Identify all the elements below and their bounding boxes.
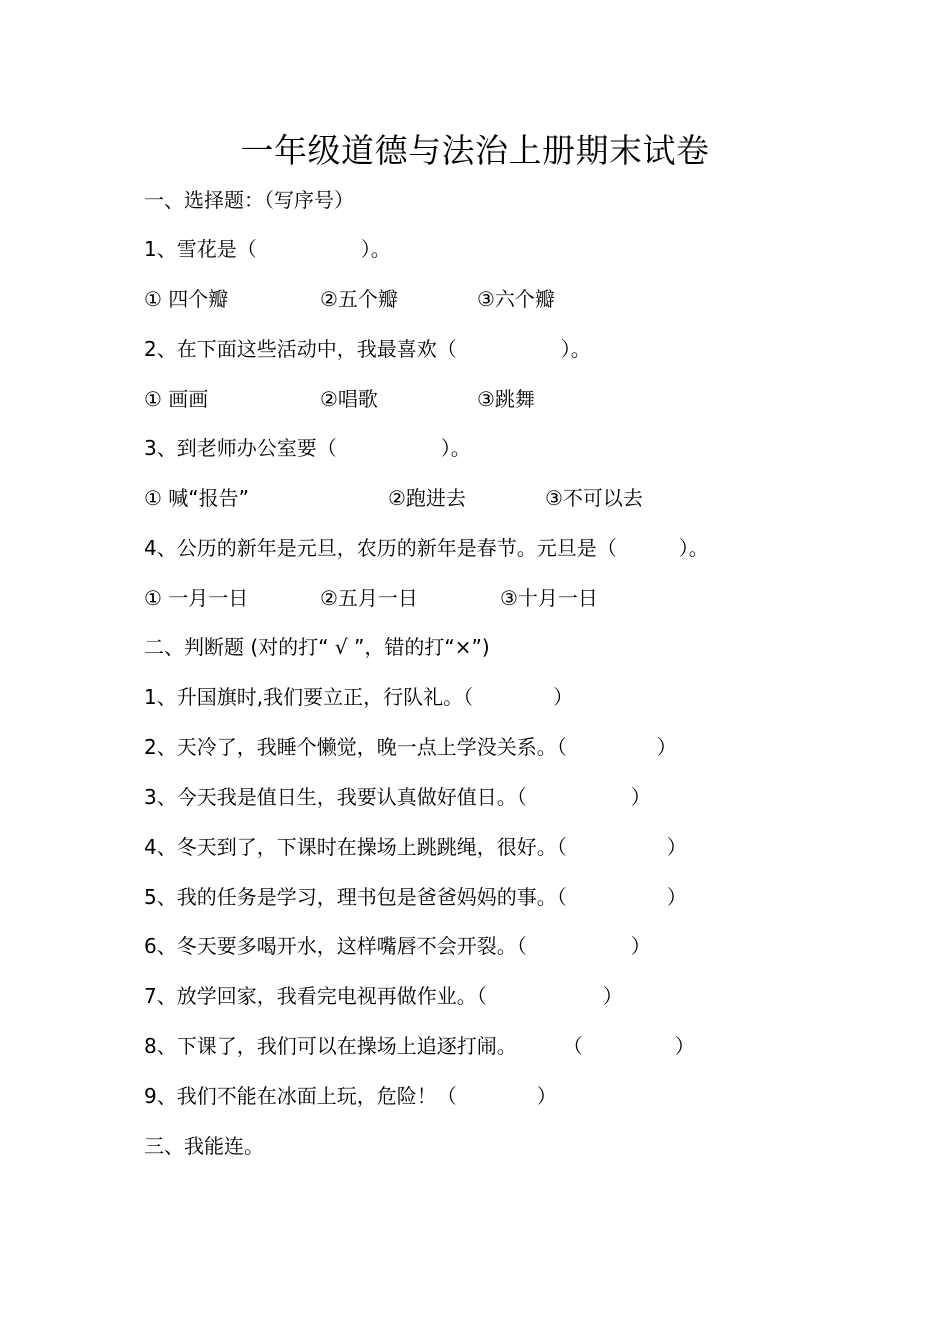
options-1 — [144, 284, 555, 314]
item-end: ） — [674, 1034, 695, 1058]
item-end: ） — [602, 984, 623, 1008]
option: ③跳舞 — [477, 387, 535, 411]
item-end: ） — [536, 1084, 557, 1108]
judgement-item — [144, 782, 651, 812]
option: ②五个瓣 — [320, 287, 398, 311]
question-stem: 2、在下面这些活动中，我最喜欢（ — [144, 337, 457, 361]
option: ① 一月一日 — [144, 586, 249, 610]
option: ③十月一日 — [500, 586, 598, 610]
question-end: ）。 — [678, 536, 709, 560]
item-text: 9、我们不能在冰面上玩，危险！（ — [144, 1084, 457, 1108]
judgement-item — [144, 732, 677, 762]
option: ③六个瓣 — [477, 287, 555, 311]
option: ②五月一日 — [320, 586, 418, 610]
section-heading-judgement: 二、判断题 (对的打“ √ ”，错的打“×”) — [144, 635, 490, 659]
page-title: 一年级道德与法治上册期末试卷 — [240, 131, 710, 170]
item-text: 4、冬天到了，下课时在操场上跳跳绳，很好。（ — [144, 835, 567, 859]
judgement-item — [144, 1031, 695, 1061]
option: ②唱歌 — [320, 387, 378, 411]
item-text: 6、冬天要多喝开水，这样嘴唇不会开裂。（ — [144, 934, 527, 958]
question-end: ）。 — [560, 337, 591, 361]
question-4 — [144, 533, 709, 563]
judgement-item — [144, 882, 687, 912]
judgement-item — [144, 682, 573, 712]
item-end: ） — [666, 835, 687, 859]
question-end: ）。 — [440, 436, 471, 460]
question-2 — [144, 334, 591, 364]
question-stem: 4、公历的新年是元旦，农历的新年是春节。元旦是（ — [144, 536, 617, 560]
question-1 — [144, 234, 391, 264]
question-3 — [144, 433, 471, 463]
item-text: 8、下课了，我们可以在操场上追逐打闹。 — [144, 1034, 517, 1058]
options-3 — [144, 483, 643, 513]
option: ① 喊“报告” — [144, 486, 250, 510]
item-end: ） — [630, 934, 651, 958]
item-text: 7、放学回家，我看完电视再做作业。（ — [144, 984, 487, 1008]
item-text: 5、我的任务是学习，理书包是爸爸妈妈的事。（ — [144, 885, 567, 909]
question-stem: 1、雪花是（ — [144, 237, 257, 261]
item-text: 2、天冷了，我睡个懒觉，晚一点上学没关系。（ — [144, 735, 567, 759]
option: ① 画画 — [144, 387, 209, 411]
section-heading-matching: 三、我能连。 — [144, 1134, 264, 1158]
judgement-item — [144, 981, 623, 1011]
item-end: ） — [666, 885, 687, 909]
item-text: 3、今天我是值日生，我要认真做好值日。（ — [144, 785, 527, 809]
item-open: （ — [562, 1034, 583, 1058]
judgement-item — [144, 832, 687, 862]
section-heading-choice: 一、选择题：（写序号） — [144, 188, 354, 212]
judgement-item — [144, 1081, 557, 1111]
question-end: ）。 — [360, 237, 391, 261]
option: ②跑进去 — [388, 486, 466, 510]
judgement-item — [144, 931, 651, 961]
option: ① 四个瓣 — [144, 287, 229, 311]
question-stem: 3、到老师办公室要（ — [144, 436, 337, 460]
options-2 — [144, 384, 535, 414]
item-text: 1、升国旗时,我们要立正，行队礼。（ — [144, 685, 474, 709]
option: ③不可以去 — [545, 486, 643, 510]
item-end: ） — [630, 785, 651, 809]
options-4 — [144, 583, 598, 613]
item-end: ） — [553, 685, 574, 709]
item-end: ） — [656, 735, 677, 759]
